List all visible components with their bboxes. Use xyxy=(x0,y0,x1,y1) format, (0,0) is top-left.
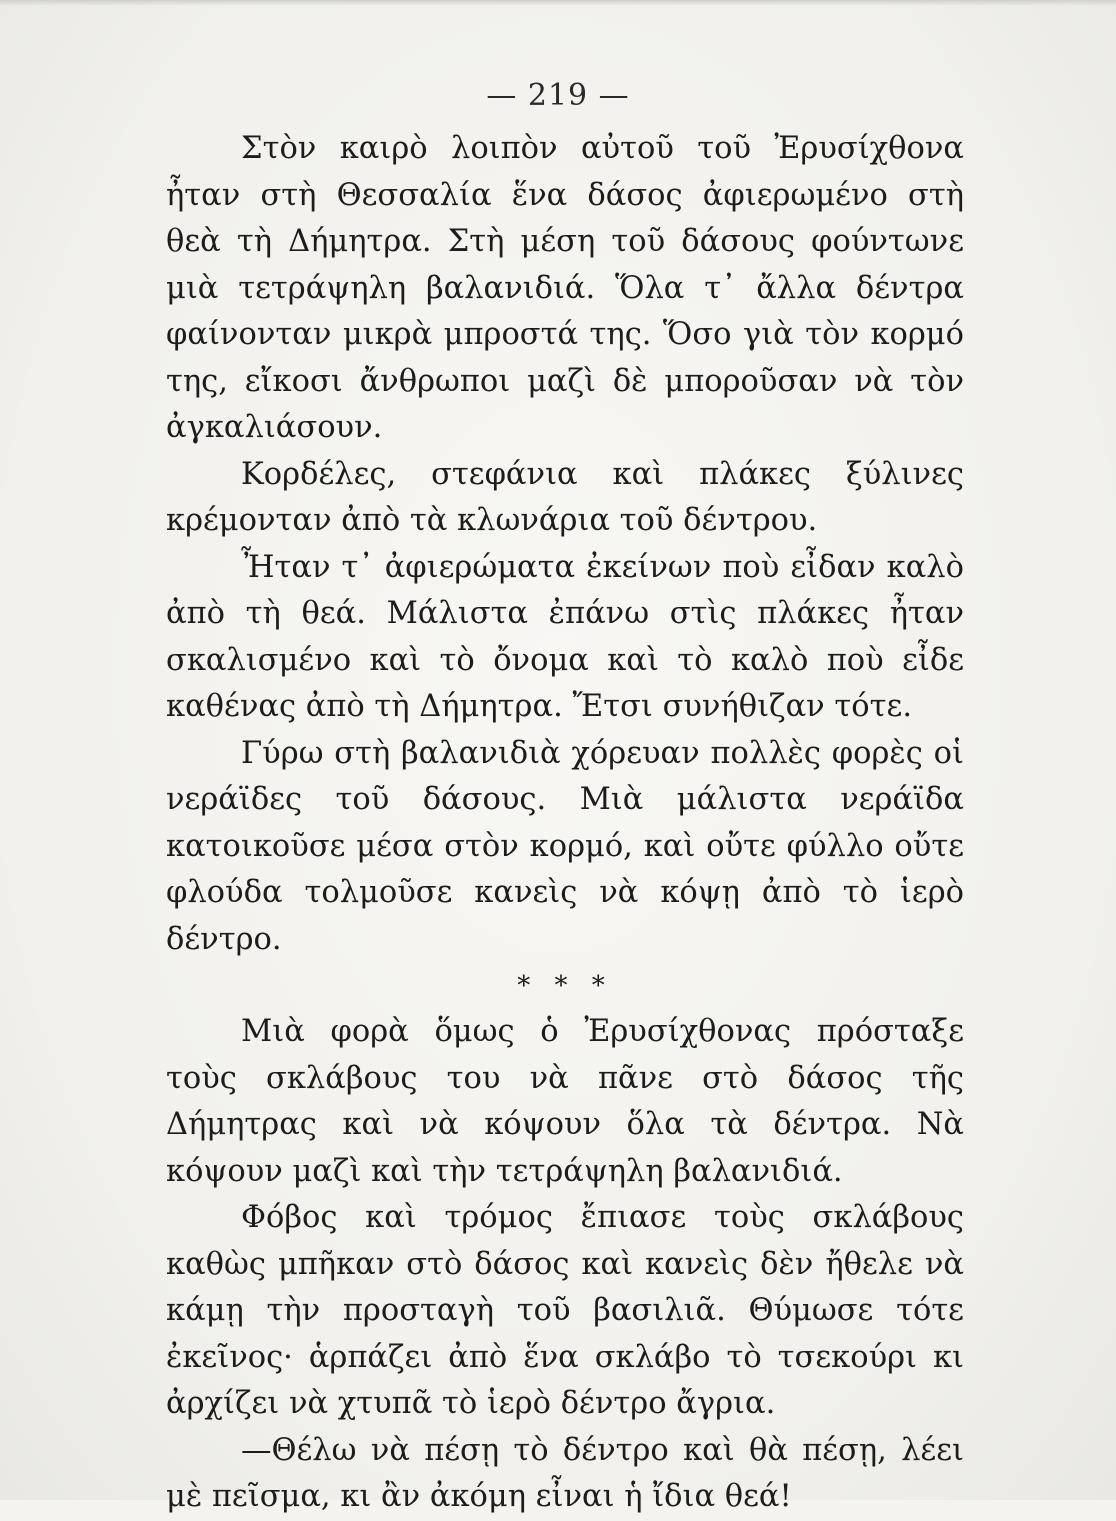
section-separator: * * * xyxy=(517,971,613,1001)
paragraph-speech: —Θέλω νὰ πέσῃ τὸ δέντρο καὶ θὰ πέσῃ, λέει μὲ πεῖσμα, κι ἂν ἀκόμη εἶναι ἡ ἴδια θεά! xyxy=(166,1432,964,1514)
paragraph-forest: Στὸν καιρὸ λοιπὸν αὐτοῦ τοῦ Ἐρυσίχθονα ἦταν στὴ Θεσσαλία ἕνα δάσος ἀφιερωμένο στὴ θεὰ τὴ Δήμητρα. Στὴ μέση τοῦ δάσους φούντωνε μιὰ τετράψηλη βαλανιδιά. Ὅλα τ᾿ ἄλλα δέντρα φαίνονταν μικρὰ μπροστά της. Ὅσο γιὰ τὸν κορμό της, εἴκοσι ἄνθρωποι μαζὶ δὲ μποροῦσαν νὰ τὸν ἀγκαλιάσουν. xyxy=(166,131,964,445)
paragraph-fear: Φόβος καὶ τρόμος ἔπιασε τοὺς σκλάβους καθὼς μπῆκαν στὸ δάσος καὶ κανεὶς δὲν ἤθελε νὰ κάμῃ τὴν προσταγὴ τοῦ βασιλιᾶ. Θύμωσε τότε ἐκεῖνος· ἁρπάζει ἀπὸ ἕνα σκλάβο τὸ τσεκούρι κι ἀρχίζει νὰ χτυπᾶ τὸ ἱερὸ δέντρο ἄγρια. xyxy=(166,1200,964,1421)
paragraph-command: Μιὰ φορὰ ὅμως ὁ Ἐρυσίχθονας πρόσταξε τοὺς σκλάβους του νὰ πᾶνε στὸ δάσος τῆς Δήμητρας καὶ νὰ κόψουν ὅλα τὰ δέντρα. Νὰ κόψουν μαζὶ καὶ τὴν τετράψηλη βαλανιδιά. xyxy=(166,1014,964,1189)
page-number: — 219 — xyxy=(486,78,630,113)
paragraph-nymphs: Γύρω στὴ βαλανιδιὰ χόρευαν πολλὲς φορὲς οἱ νεράϊδες τοῦ δάσους. Μιὰ μάλιστα νεράϊδα κατοικοῦσε μέσα στὸν κορμό, καὶ οὔτε φύλλο οὔτε φλούδα τολμοῦσε κανεὶς νὰ κόψῃ ἀπὸ τὸ ἱερὸ δέντρο. xyxy=(166,735,964,957)
text-block xyxy=(166,126,964,1521)
page-top-edge xyxy=(0,0,1116,6)
paragraph-ribbons: Κορδέλες, στεφάνια καὶ πλάκες ξύλινες κρέμονταν ἀπὸ τὰ κλωνάρια τοῦ δέντρου. xyxy=(166,456,964,538)
paragraph-offerings: Ἦταν τ᾿ ἀφιερώματα ἐκείνων ποὺ εἶδαν καλὸ ἀπὸ τὴ θεά. Μάλιστα ἐπάνω στὶς πλάκες ἦταν σκαλισμένο καὶ τὸ ὄνομα καὶ τὸ καλὸ ποὺ εἶδε καθένας ἀπὸ τὴ Δήμητρα. Ἔτσι συνήθιζαν τότε. xyxy=(166,549,964,724)
